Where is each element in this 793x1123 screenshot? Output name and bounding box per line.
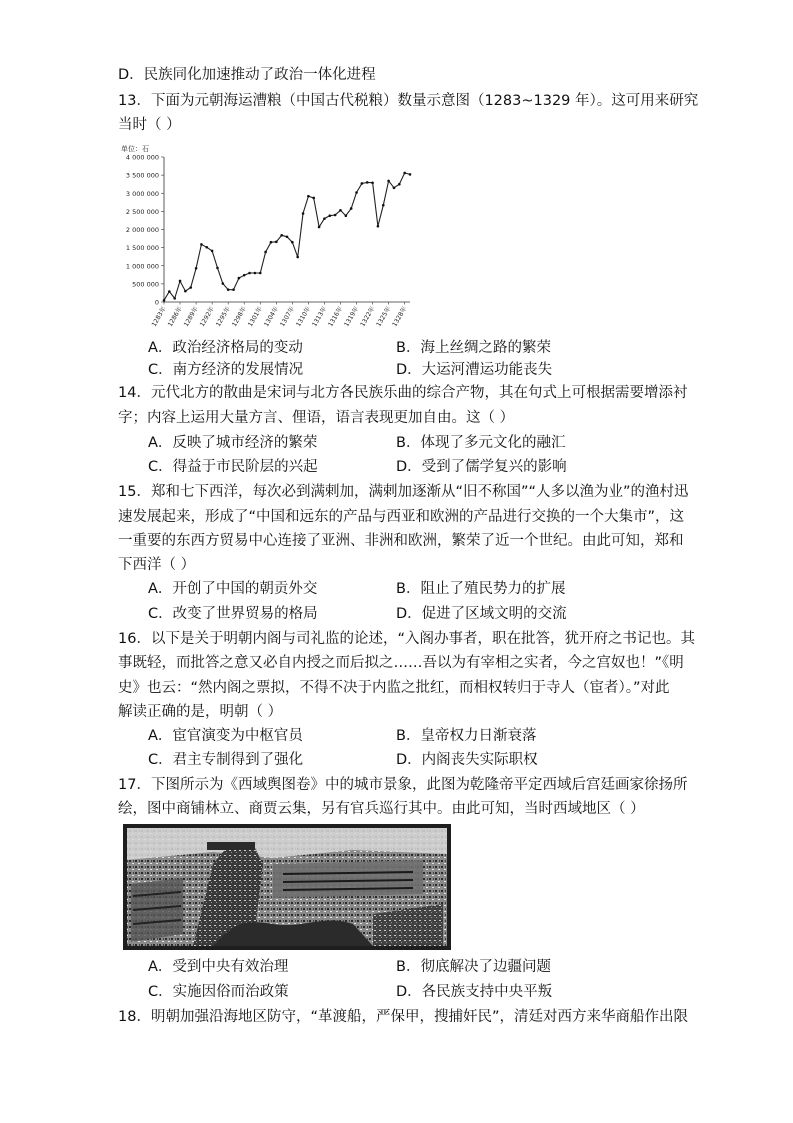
- q16-option-b[interactable]: B．皇帝权力日渐衰落: [396, 728, 537, 744]
- q16-stem-line2: 事既轻，而批答之意又必自内授之而后拟之……吾以为有宰相之实者，今之宫奴也！”《明: [118, 655, 684, 671]
- y-tick-label: 2 500 000: [125, 207, 159, 216]
- y-tick-label: 1 500 000: [125, 244, 159, 253]
- chart-y-ticks: [126, 154, 164, 307]
- x-tick-label: 1289年: [182, 305, 200, 328]
- data-point: [286, 235, 289, 238]
- data-point: [275, 241, 278, 244]
- x-tick-label: 1298年: [230, 305, 248, 328]
- data-point: [248, 272, 251, 275]
- q15-stem-line3: 一重要的东西方贸易中心连接了亚洲、非洲和欧洲，繁荣了近一个世纪。由此可知，郑和: [118, 533, 684, 549]
- data-point: [173, 297, 176, 300]
- q14-option-a[interactable]: A．反映了城市经济的繁荣: [148, 435, 318, 451]
- data-point: [222, 282, 225, 285]
- q14-stem-line2: 字；内容上运用大量方言、俚语，语言表现更加自由。这（ ）: [118, 410, 515, 426]
- data-point: [259, 272, 262, 275]
- data-point: [189, 286, 192, 289]
- x-tick-label: 1292年: [198, 305, 216, 328]
- q15-stem-line2: 速发展起来，形成了“中国和远东的产品与西亚和欧洲的产品进行交换的一个大集市”，这: [118, 509, 685, 525]
- data-point: [345, 214, 348, 217]
- chart-x-ticks: [150, 302, 409, 328]
- data-point: [323, 217, 326, 220]
- data-point: [355, 191, 358, 194]
- data-point: [307, 195, 310, 198]
- x-tick-label: 1307年: [279, 305, 297, 328]
- data-point: [254, 272, 257, 275]
- q15-stem-line4: 下西洋（ ）: [118, 557, 196, 573]
- data-point: [232, 288, 235, 291]
- q13-option-a[interactable]: A．政治经济格局的变动: [148, 340, 303, 356]
- data-point: [366, 181, 369, 184]
- x-tick-label: 1304年: [263, 305, 281, 328]
- x-tick-label: 1319年: [343, 305, 361, 328]
- data-point: [334, 214, 337, 217]
- y-tick-label: 4 000 000: [125, 153, 159, 162]
- x-tick-label: 1322年: [359, 305, 377, 328]
- q15-option-c[interactable]: C．改变了世界贸易的格局: [148, 606, 318, 622]
- data-point: [211, 250, 214, 253]
- q18-stem-line1: 18．明朝加强沿海地区防守，“革渡船，严保甲，搜捕奸民”，清廷对西方来华商船作出限: [118, 1009, 688, 1025]
- q16-option-d[interactable]: D．内阁丧失实际职权: [396, 752, 538, 768]
- data-point: [377, 225, 380, 228]
- x-tick-label: 1328年: [391, 305, 409, 328]
- data-point: [168, 290, 171, 293]
- q17-option-b[interactable]: B．彻底解决了边疆问题: [396, 959, 551, 975]
- data-point: [409, 173, 412, 176]
- western-regions-map-scroll-painting: [123, 824, 451, 950]
- data-point: [291, 241, 294, 244]
- q16-stem-line3: 史》也云：“然内阁之票拟，不得不决于内监之批红，而相权转归于寺人（宦者）。”对此: [118, 680, 670, 696]
- data-point: [205, 246, 208, 249]
- data-point: [243, 274, 246, 277]
- data-point: [361, 182, 364, 185]
- data-point: [216, 267, 219, 270]
- data-point: [398, 183, 401, 186]
- q17-option-c[interactable]: C．实施因俗而治政策: [148, 984, 289, 1000]
- y-tick-label: 0: [154, 298, 159, 307]
- q16-option-c[interactable]: C．君主专制得到了强化: [148, 752, 304, 768]
- q17-stem-line2: 绘，图中商铺林立、商贾云集，另有官兵巡行其中。由此可知，当时西域地区（ ）: [118, 801, 645, 817]
- data-point: [264, 251, 267, 254]
- y-axis-unit-label: 单位：石: [121, 145, 149, 153]
- data-point: [270, 241, 273, 244]
- q15-option-a[interactable]: A．开创了中国的朝贡外交: [148, 581, 318, 597]
- q14-option-c[interactable]: C．得益于市民阶层的兴起: [148, 459, 318, 475]
- y-tick-label: 1 000 000: [125, 262, 159, 271]
- q13-option-c[interactable]: C．南方经济的发展情况: [148, 362, 304, 378]
- data-point: [184, 290, 187, 293]
- data-point: [238, 277, 241, 280]
- q13-stem-line2: 当时（ ）: [118, 117, 181, 133]
- x-tick-label: 1301年: [246, 305, 264, 328]
- q15-option-d[interactable]: D．促进了区域文明的交流: [396, 606, 567, 622]
- y-tick-label: 500 000: [132, 280, 159, 289]
- x-tick-label: 1316年: [327, 305, 345, 328]
- data-point: [350, 207, 353, 210]
- data-point: [393, 187, 396, 190]
- data-point: [302, 212, 305, 215]
- q14-stem-line1: 14．元代北方的散曲是宋词与北方各民族乐曲的综合产物，其在句式上可根据需要增添衬: [118, 385, 688, 401]
- data-point: [387, 180, 390, 183]
- data-point: [195, 267, 198, 270]
- data-point: [403, 172, 406, 175]
- q13-stem-line1: 13．下面为元朝海运漕粮（中国古代税粮）数量示意图（1283~1329 年）。这可用来研究: [118, 93, 699, 109]
- q14-option-b[interactable]: B．体现了多元文化的融汇: [396, 435, 566, 451]
- data-point: [280, 234, 283, 237]
- x-tick-label: 1313年: [311, 305, 329, 328]
- data-point: [179, 280, 182, 283]
- data-point: [371, 181, 374, 184]
- data-point: [328, 214, 331, 217]
- q17-stem-line1: 17．下图所示为《西域舆图卷》中的城市景象，此图为乾隆帝平定西域后宫廷画家徐扬所: [118, 777, 688, 793]
- x-tick-label: 1295年: [214, 305, 232, 328]
- data-point: [200, 243, 203, 246]
- y-tick-label: 3 000 000: [125, 189, 159, 198]
- q17-option-a[interactable]: A．受到中央有效治理: [148, 959, 289, 975]
- q12-option-d: D．民族同化加速推动了政治一体化进程: [118, 67, 376, 83]
- q16-stem-line1: 16．以下是关于明朝内阁与司礼监的论述，“入阁办事者，职在批答，犹开府之书记也。其: [118, 631, 695, 647]
- x-tick-label: 1325年: [375, 305, 393, 328]
- x-tick-label: 1283年: [150, 305, 168, 328]
- x-tick-label: 1310年: [295, 305, 313, 328]
- q13-option-d[interactable]: D．大运河漕运功能丧失: [396, 362, 553, 378]
- data-point: [227, 288, 230, 291]
- x-tick-label: 1286年: [166, 305, 184, 328]
- q15-option-b[interactable]: B．阻止了殖民势力的扩展: [396, 581, 566, 597]
- y-tick-label: 3 500 000: [125, 171, 159, 180]
- grain-transport-line-chart: [118, 142, 418, 337]
- data-point: [318, 226, 321, 229]
- q13-option-b[interactable]: B．海上丝绸之路的繁荣: [396, 340, 551, 356]
- data-point: [312, 197, 315, 200]
- y-tick-label: 2 000 000: [125, 226, 159, 234]
- data-point: [296, 256, 299, 259]
- q17-option-d[interactable]: D．各民族支持中央平叛: [396, 984, 553, 1000]
- q15-stem-line1: 15．郑和七下西洋，每次必到满剌加，满剌加逐渐从“旧不称国”“人多以渔为业”的渔村迅: [118, 484, 689, 500]
- data-point: [339, 209, 342, 212]
- data-point: [382, 204, 385, 207]
- q16-option-a[interactable]: A．宦官演变为中枢官员: [148, 728, 303, 744]
- chart-axes: [164, 157, 410, 302]
- data-point: [163, 299, 166, 302]
- q16-stem-line4: 解读正确的是，明朝（ ）: [118, 704, 283, 720]
- q14-option-d[interactable]: D．受到了儒学复兴的影响: [396, 459, 567, 475]
